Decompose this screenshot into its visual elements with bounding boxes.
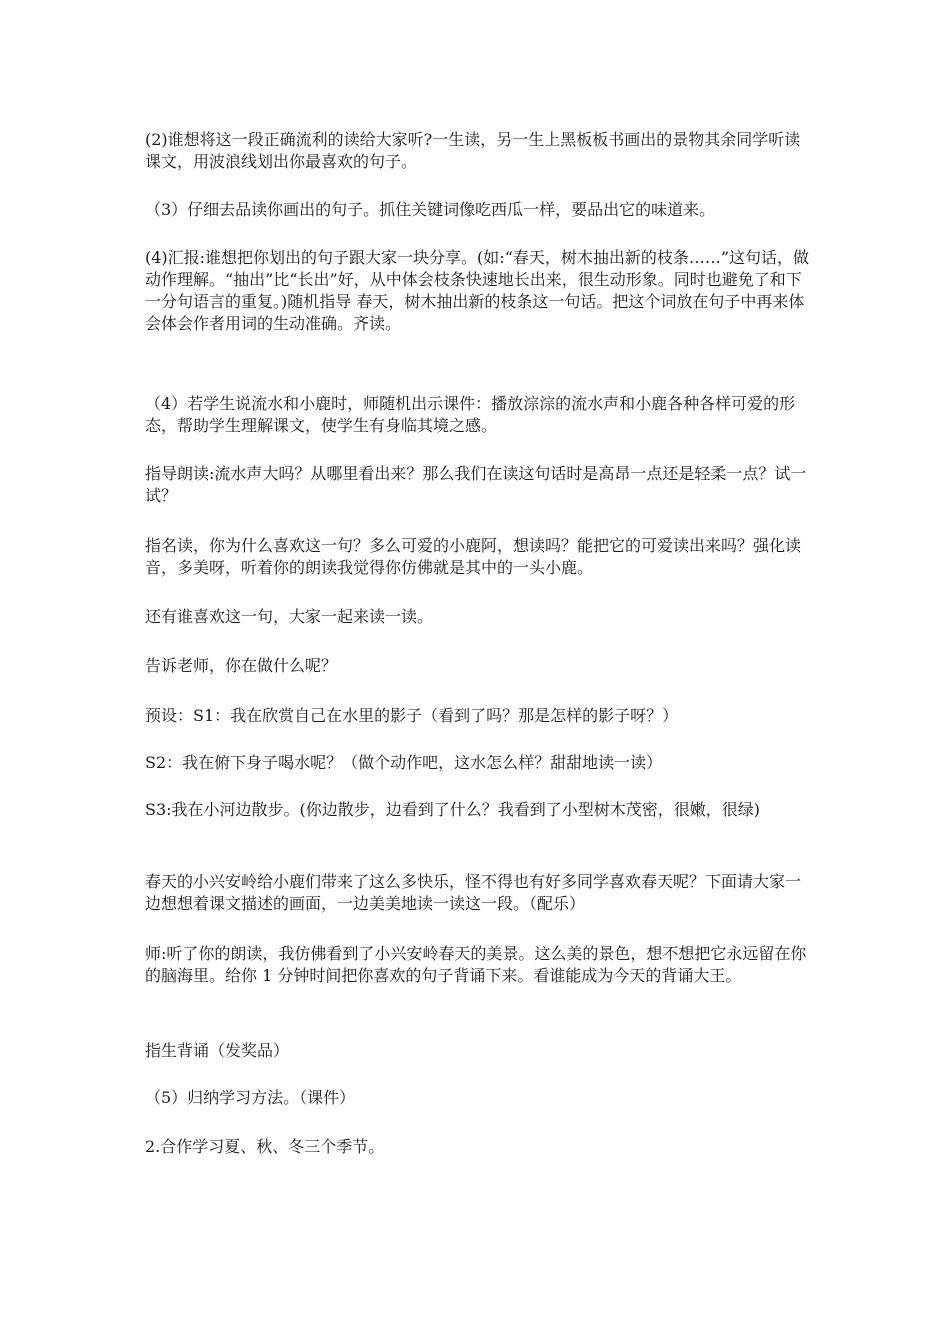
paragraph-reading-aloud: (2)谁想将这一段正确流利的读给大家听?一生读，另一生上黑板板书画出的景物其余同学听读课文，用波浪线划出你最喜欢的句子。 (145, 130, 801, 171)
paragraph-close-reading: （3）仔细去品读你画出的句子。抓住关键词像吃西瓜一样，要品出它的味道来。 (145, 200, 716, 219)
paragraph-cooperative-learning: 2.合作学习夏、秋、冬三个季节。 (145, 1137, 385, 1156)
paragraph-ask-teacher: 告诉老师，你在做什么呢？ (145, 656, 338, 675)
paragraph-recitation: 师:听了你的朗读，我仿佛看到了小兴安岭春天的美景。这么美的景色，想不想把它永远留在你的脑海里。给你 1 分钟时间把你喜欢的句子背诵下来。看谁能成为今天的背诵大王。 (145, 944, 807, 985)
paragraph-preset-s3: S3:我在小河边散步。(你边散步，边看到了什么？我看到了小型树木茂密，很嫩，很绿) (145, 800, 761, 819)
paragraph-report: (4)汇报:谁想把你划出的句子跟大家一块分享。(如:“春天，树木抽出新的枝条……”这句话，做动作理解。“抽出”比“长出”好，从中体会枝条快速地长出来，很生动形象。同时也避免了和下一分句语言的重复。)随机指导 春天，树木抽出新的枝条这一句话。把这个词放在句子中再来体会体会作者用词的生动准确。齐读。 (145, 248, 810, 333)
paragraph-courseware: （4）若学生说流水和小鹿时，师随机出示课件：播放淙淙的流水声和小鹿各种各样可爱的形态，帮助学生理解课文，使学生有身临其境之感。 (145, 394, 796, 435)
paragraph-preset-s1: 预设：S1：我在欣赏自己在水里的影子（看到了吗？那是怎样的影子呀？） (145, 706, 679, 725)
paragraph-recite-prize: 指生背诵（发奖品） (145, 1041, 290, 1060)
paragraph-guided-reading: 指导朗读:流水声大吗？从哪里看出来？那么我们在读这句话时是高昂一点还是轻柔一点？试一试？ (145, 464, 807, 505)
paragraph-group-reading: 还有谁喜欢这一句，大家一起来读一读。 (145, 607, 434, 626)
paragraph-preset-s2: S2：我在俯下身子喝水呢？（做个动作吧，这水怎么样？甜甜地读一读） (145, 753, 663, 772)
paragraph-summary-method: （5）归纳学习方法。（课件） (145, 1088, 356, 1107)
paragraph-named-reading: 指名读，你为什么喜欢这一句？多么可爱的小鹿阿，想读吗？能把它的可爱读出来吗？强化读音，多美呀，听着你的朗读我觉得你仿佛就是其中的一头小鹿。 (145, 536, 802, 577)
paragraph-spring-joy: 春天的小兴安岭给小鹿们带来了这么多快乐，怪不得也有好多同学喜欢春天呢？下面请大家一边想想着课文描述的画面，一边美美地读一读这一段。（配乐） (145, 872, 802, 913)
